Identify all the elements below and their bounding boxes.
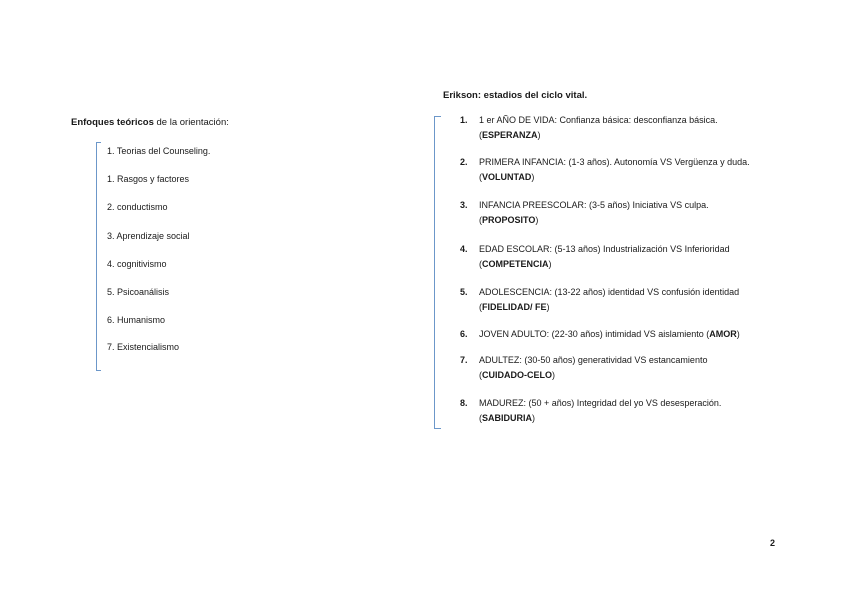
stage-virtue-open: (	[479, 130, 482, 140]
stage-virtue-close: )	[531, 172, 535, 182]
stage-item	[460, 396, 790, 426]
left-heading	[71, 116, 229, 129]
stage-text: EDAD ESCOLAR: (5-13 años) Industrialización VS Inferioridad	[479, 244, 730, 254]
stage-item	[460, 155, 790, 185]
stage-virtue: SABIDURIA	[482, 413, 533, 423]
stage-virtue-close: )	[548, 259, 552, 269]
stage-text: JOVEN ADULTO: (22-30 años) intimidad VS aislamiento (	[479, 329, 710, 339]
stage-text: ADOLESCENCIA: (13-22 años) identidad VS confusión identidad	[479, 287, 740, 297]
stage-virtue: COMPETENCIA	[482, 259, 549, 269]
list-item: 2. conductismo	[107, 202, 168, 212]
stage-text: MADUREZ: (50 + años) Integridad del yo VS desesperación.	[479, 398, 722, 408]
left-bracket	[96, 142, 101, 371]
stage-virtue-open: (	[479, 370, 482, 380]
stage-item	[460, 285, 790, 315]
page-number: 2	[770, 538, 776, 548]
stage-item	[460, 327, 790, 342]
stage-number: 8.	[460, 398, 468, 408]
stage-virtue-open: (	[479, 259, 482, 269]
stage-virtue: FIDELIDAD/ FE	[482, 302, 547, 312]
stage-text: ADULTEZ: (30-50 años) generatividad VS estancamiento	[479, 355, 708, 365]
stage-item	[460, 353, 790, 383]
stage-item	[460, 113, 790, 143]
stage-virtue-close: )	[736, 329, 740, 339]
stage-text: INFANCIA PREESCOLAR: (3-5 años) Iniciativa VS culpa.	[479, 200, 709, 210]
list-item: 7. Existencialismo	[107, 342, 180, 352]
stage-virtue-close: )	[535, 215, 539, 225]
left-heading-rest: de la orientación:	[153, 117, 229, 128]
stage-number: 5.	[460, 287, 468, 297]
stage-virtue-close: )	[537, 130, 541, 140]
list-item: 1. Teorias del Counseling.	[107, 146, 211, 156]
stage-virtue-close: )	[552, 370, 555, 380]
stage-virtue: PROPOSITO	[482, 215, 536, 225]
stage-number: 7.	[460, 355, 468, 365]
stage-virtue-close: )	[532, 413, 536, 423]
list-item: 3. Aprendizaje social	[107, 231, 190, 241]
stage-virtue: ESPERANZA	[482, 130, 538, 140]
right-heading-bold: Erikson	[443, 90, 478, 101]
stage-virtue-open: (	[479, 172, 482, 182]
stage-virtue-close: )	[546, 302, 550, 312]
stage-item	[460, 198, 790, 228]
list-item: 6. Humanismo	[107, 315, 166, 325]
stage-text: 1 er AÑO DE VIDA: Confianza básica: desconfianza básica.	[479, 115, 718, 125]
stage-number: 3.	[460, 200, 468, 210]
list-item: 5. Psicoanálisis	[107, 287, 170, 297]
stage-virtue-open: (	[479, 215, 482, 225]
stage-text: PRIMERA INFANCIA: (1-3 años). Autonomía VS Vergüenza y duda.	[479, 157, 750, 167]
list-item: 1. Rasgos y factores	[107, 174, 190, 184]
stage-number: 4.	[460, 244, 468, 254]
stage-item	[460, 242, 790, 272]
right-heading	[443, 89, 587, 102]
stage-virtue-open: (	[479, 413, 482, 423]
stage-number: 2.	[460, 157, 468, 167]
right-bracket	[434, 116, 441, 429]
stage-number: 6.	[460, 329, 468, 339]
stage-virtue-open: (	[479, 302, 482, 312]
list-item: 4. cognitivismo	[107, 259, 167, 269]
right-heading-rest: : estadios del ciclo vital.	[477, 90, 588, 101]
stage-virtue: VOLUNTAD	[482, 172, 532, 182]
stage-virtue: AMOR	[709, 329, 737, 339]
left-heading-bold: Enfoques teóricos	[71, 117, 154, 128]
stage-virtue: CUIDADO-CELO	[482, 370, 552, 380]
stage-number: 1.	[460, 115, 468, 125]
